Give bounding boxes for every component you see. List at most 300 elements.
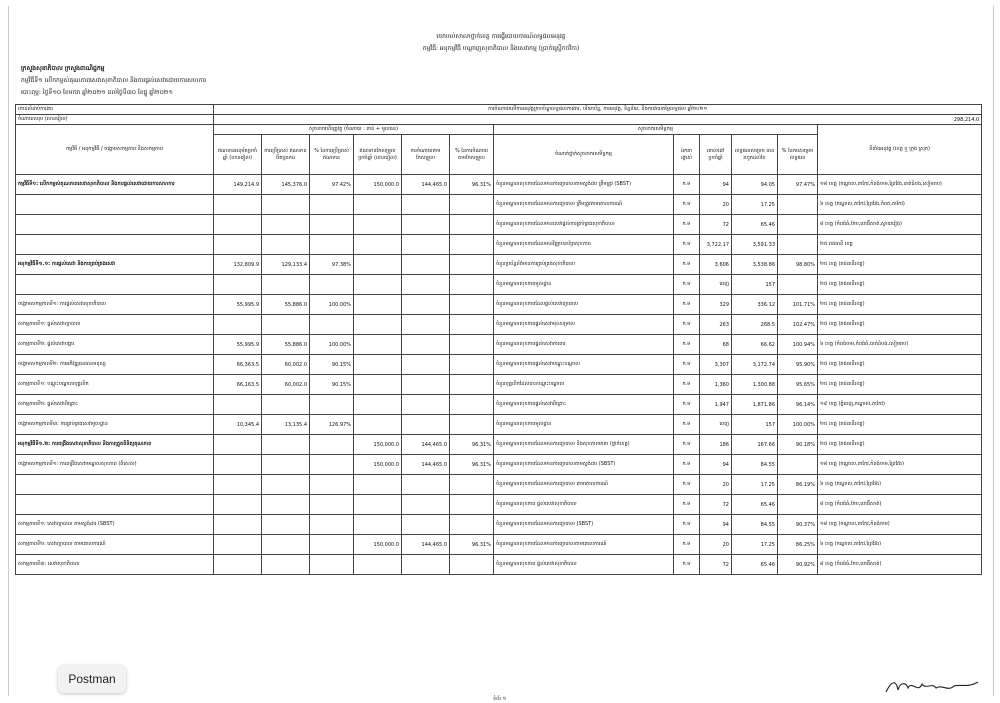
table-row <box>16 415 982 435</box>
unit-cell: ក.ម <box>674 515 700 535</box>
plan2-cell <box>354 495 402 515</box>
pct2-cell <box>450 215 494 235</box>
col-note: ទីតាំងអនុវត្ត (ខេត្ត ឬ ក្រុង ស្រុក) <box>818 125 982 175</box>
target-cell: ពេញ <box>700 415 732 435</box>
target-cell: 72 <box>700 215 732 235</box>
plan-cell: 55,995.9 <box>214 335 262 355</box>
postman-button[interactable]: Postman <box>58 665 126 693</box>
target-cell: 263 <box>700 315 732 335</box>
program-cell: សកម្មភាពទី២: ផ្ដល់សេវាបង្ការ <box>16 335 214 355</box>
pct-cell: 100.00% <box>310 335 354 355</box>
achieved-cell: 84.55 <box>732 515 778 535</box>
actual-cell <box>262 555 310 575</box>
document-title-line1: យោបល់សាលាថ្នាក់ខេត្ត ការធ្វើរបាយការណ៍លទ្ធផលអនុវត្ត <box>436 33 566 40</box>
actual2-cell: 144,465.0 <box>402 455 450 475</box>
achieved-cell: 1,871.86 <box>732 395 778 415</box>
achieved-cell: 1,300.88 <box>732 375 778 395</box>
note-cell: ២៥ ខេត្ត (រាជធានីខេត្ត) <box>818 315 982 335</box>
program-cell: សកម្មភាពទី១: ផ្ដល់សេវាព្យាបាល <box>16 315 214 335</box>
rate-cell: 97.47% <box>778 175 818 195</box>
col-pct2: % នៃការចំណាយ តាមកែសម្រួល <box>450 135 494 175</box>
note-cell: ២៥ រាជធានី ខេត្ត <box>818 235 982 255</box>
indicator-cell: ចំនួនមណ្ឌលសុខភាពផ្ដល់សេវាមុនសម្រាល <box>494 315 674 335</box>
plan-cell <box>214 315 262 335</box>
actual2-cell <box>402 475 450 495</box>
pct-cell <box>310 215 354 235</box>
plan-cell <box>214 195 262 215</box>
table-row <box>16 455 982 475</box>
indicator-cell: ចំនួនមណ្ឌលសុខភាពដែលផ្ដល់សេវាព្យាបាល <box>494 295 674 315</box>
plan-cell <box>214 215 262 235</box>
actual2-cell <box>402 295 450 315</box>
actual2-cell <box>402 495 450 515</box>
col-plan2: ឥណទានកែសម្រួល ប្រចាំឆ្នាំ (លានរៀល) <box>354 135 402 175</box>
actual-cell <box>262 535 310 555</box>
rate-cell <box>778 275 818 295</box>
table-row <box>16 235 982 255</box>
pct2-cell <box>450 355 494 375</box>
indicator-cell: ចំនួនមណ្ឌលសុខភាពដែលមានការព្យាបាលតាមស្ដង់ដារ ត្រឹមត្រូវ (SBST) <box>494 175 674 195</box>
pct2-cell <box>450 375 494 395</box>
achieved-cell: 157 <box>732 275 778 295</box>
actual2-cell <box>402 315 450 335</box>
unit-cell: ក.ម <box>674 415 700 435</box>
table-row <box>16 395 982 415</box>
actual2-cell <box>402 275 450 295</box>
rate-cell: 90.92% <box>778 555 818 575</box>
document-title-line2: កម្មវិធី: អនុកម្មវិធី បណ្ដាញសុខាភិបាល និងសេវាកម្ម (ប្រាក់ស្ព្រើកថវិកា) <box>422 45 580 52</box>
actual-cell <box>262 495 310 515</box>
indicator-cell: ចំនួនមណ្ឌលសុខភាព ផ្ដល់សេវាសុខាភិបាល <box>494 495 674 515</box>
ministry-name: ក្រសួងសុខាភិបាល ក្រសួងពាណិជ្ជកម្ម <box>21 65 105 72</box>
plan2-cell <box>354 555 402 575</box>
pct-cell <box>310 475 354 495</box>
table-row <box>16 335 982 355</box>
note-cell: ១៩ ខេត្ត (ភ្នំពេញ,កណ្ដាល,តាកែវ) <box>818 395 982 415</box>
note-cell: ៨ ខេត្ត (កំពង់ធំ,កែប,ពោធិ៍សាត់) <box>818 555 982 575</box>
note-cell: ២៥ ខេត្ត (រាជធានីខេត្ត) <box>818 435 982 455</box>
plan-cell <box>214 555 262 575</box>
pct2-cell <box>450 315 494 335</box>
pct2-cell <box>450 235 494 255</box>
pct-cell <box>310 275 354 295</box>
pct-cell <box>310 495 354 515</box>
col-plan: ឥណទានអនុម័តប្រចាំឆ្នាំ (លានរៀល) <box>214 135 262 175</box>
program-cell: ចង្កោមសកម្មភាពទី២: ការអភិវឌ្ឍធនធានមនុស្ស <box>16 355 214 375</box>
target-cell: 68 <box>700 335 732 355</box>
actual2-cell <box>402 515 450 535</box>
pct-cell <box>310 435 354 455</box>
indicator-cell: ចំនួនមណ្ឌលសុខភាពផ្ដល់សេវាការពារ <box>494 335 674 355</box>
achieved-cell: 268.5 <box>732 315 778 335</box>
pct2-cell <box>450 195 494 215</box>
col-indicator: ចំណាត់ថ្នាក់សូចនាករសមិទ្ធកម្ម <box>494 135 674 175</box>
program-cell: សកម្មភាពទី១: បណ្ដុះបណ្ដាលបុគ្គលិក <box>16 375 214 395</box>
actual2-cell <box>402 215 450 235</box>
target-cell: 3,606 <box>700 255 732 275</box>
rate-cell <box>778 215 818 235</box>
program-cell: អនុកម្មវិធីទី១.១: ការផ្ដល់សេវា និងការគ្រប់គ្រងសេវា <box>16 255 214 275</box>
plan-cell <box>214 515 262 535</box>
plan-cell <box>214 475 262 495</box>
achieved-cell: 17.25 <box>732 195 778 215</box>
target-cell: 94 <box>700 515 732 535</box>
actual-cell <box>262 235 310 255</box>
indicator-cell: ចំនួនមណ្ឌលសុខភាពដែលមានការព្យាបាលតាមគោលការណ៍ <box>494 535 674 555</box>
rate-cell: 90.37% <box>778 515 818 535</box>
table-row <box>16 535 982 555</box>
achieved-cell: 66.62 <box>732 335 778 355</box>
target-cell: 72 <box>700 555 732 575</box>
target-cell: 3,722.17 <box>700 235 732 255</box>
indicator-cell: ចំនួនមណ្ឌលសុខភាពដែលមានវិញ្ញាបនប័ត្រសុខភាព <box>494 235 674 255</box>
indicator-cell: ចំនួនមណ្ឌលសុខភាពមូលដ្ឋាន <box>494 415 674 435</box>
actual2-cell <box>402 355 450 375</box>
program-cell: ចង្កោមសកម្មភាពទី១: ការផ្ដល់សេវាសុខាភិបាល <box>16 295 214 315</box>
pct2-cell: 96.31% <box>450 175 494 195</box>
actual2-cell <box>402 235 450 255</box>
col-program: កម្មវិធី / អនុកម្មវិធី / ចង្កោមសកម្មភាព និងសកម្មភាព <box>16 125 214 175</box>
plan2-cell <box>354 355 402 375</box>
group-budget: សូចនាករហិរញ្ញវត្ថុ (ចំណាយ : ពាន់ + មូលធន) <box>214 125 494 135</box>
table-row <box>16 195 982 215</box>
unit-cell: ក.ម <box>674 475 700 495</box>
actual-cell: 145,376.0 <box>262 175 310 195</box>
top-row-text: ការចំណាយលើការអនុវត្តក្របខ័ណ្ឌលទ្ធផលការងារ, បរិយាប័ន្ន, ការអនុវត្ត, ទិន្នន័យ, និងការវាយតម្លៃលទ្ធផល ឆ្នាំ២០២១ <box>214 105 982 115</box>
plan-cell <box>214 435 262 455</box>
actual-cell <box>262 215 310 235</box>
actual2-cell: 144,465.0 <box>402 175 450 195</box>
pct2-cell <box>450 495 494 515</box>
program-cell: សកម្មភាពទី៣: សេវាសុខាភិបាល <box>16 555 214 575</box>
unit-cell: ក.ម <box>674 275 700 295</box>
unit-cell: ក.ម <box>674 315 700 335</box>
pct-cell <box>310 395 354 415</box>
target-cell: 186 <box>700 435 732 455</box>
table-row <box>16 475 982 495</box>
program-cell <box>16 275 214 295</box>
indicator-cell: ចំនួនមណ្ឌលសុខភាពដែលមានការព្យាបាល តាមគោលការណ៍ <box>494 475 674 495</box>
pct2-cell: 96.31% <box>450 435 494 455</box>
plan2-cell <box>354 475 402 495</box>
program-cell: កម្មវិធីទី១: លើកកម្ពស់គុណភាពសេវាសុខាភិបាល និងការផ្ដល់សេវាដោយការសហការ <box>16 175 214 195</box>
note-cell: ១៨ ខេត្ត (កណ្ដាល,តាកែវ,កំពង់ចាម,ព្រៃវែង,បាត់ដំបង,សៀមរាប) <box>818 175 982 195</box>
achieved-cell: 336.12 <box>732 295 778 315</box>
plan-cell: 149,214.9 <box>214 175 262 195</box>
actual-cell: 60,002.0 <box>262 375 310 395</box>
pct2-cell <box>450 255 494 275</box>
plan2-cell <box>354 235 402 255</box>
total-label: ចំណាយសរុប (លានរៀល) <box>16 115 214 125</box>
plan-cell: 132,809.9 <box>214 255 262 275</box>
plan2-cell: 150,000.0 <box>354 535 402 555</box>
unit-cell: ក.ម <box>674 355 700 375</box>
table-row <box>16 435 982 455</box>
pct-cell <box>310 515 354 535</box>
unit-cell: ក.ម <box>674 235 700 255</box>
pct-cell <box>310 455 354 475</box>
rate-cell <box>778 495 818 515</box>
header-row-total <box>16 115 982 125</box>
pct-cell: 97.38% <box>310 255 354 275</box>
achieved-cell: 3,538.86 <box>732 255 778 275</box>
col-unit: ឯកតា រង្វាស់ <box>674 135 700 175</box>
rate-cell <box>778 235 818 255</box>
page-number: ទំព័រ ១ <box>493 696 507 702</box>
note-cell: ២៥ ខេត្ត (រាជធានីខេត្ត) <box>818 275 982 295</box>
pct-cell <box>310 555 354 575</box>
actual2-cell <box>402 415 450 435</box>
pct-cell <box>310 235 354 255</box>
actual-cell <box>262 315 310 335</box>
plan-cell <box>214 275 262 295</box>
note-cell: ២៥ ខេត្ត (រាជធានីខេត្ត) <box>818 415 982 435</box>
note-cell: ២៥ ខេត្ត (រាជធានីខេត្ត) <box>818 255 982 275</box>
unit-cell: ក.ម <box>674 255 700 275</box>
program-cell <box>16 195 214 215</box>
note-cell: ៨ ខេត្ត (កំពង់ធំ,កែប,ពោធិ៍សាត់,ស្វាយរៀង) <box>818 215 982 235</box>
indicator-cell: ចំនួនបុគ្គលិកដែលបានបណ្ដុះបណ្ដាល <box>494 375 674 395</box>
program-cell <box>16 495 214 515</box>
table-row <box>16 515 982 535</box>
rate-cell: 98.80% <box>778 255 818 275</box>
plan-cell <box>214 495 262 515</box>
rate-cell: 86.25% <box>778 535 818 555</box>
table-row <box>16 375 982 395</box>
rate-cell: 96.14% <box>778 395 818 415</box>
actual-cell <box>262 195 310 215</box>
achieved-cell: 3,172.74 <box>732 355 778 375</box>
col-rate: % នៃការសម្រេច លទ្ធផល <box>778 135 818 175</box>
unit-cell: ក.ម <box>674 295 700 315</box>
target-cell: 20 <box>700 195 732 215</box>
table-row <box>16 275 982 295</box>
header-row-groups <box>16 125 982 135</box>
plan2-cell <box>354 315 402 335</box>
actual-cell: 55,886.0 <box>262 295 310 315</box>
col-actual: ការប្រើប្រាស់ ឥណទានពិតប្រាកដ <box>262 135 310 175</box>
indicator-cell: ចំនួនមណ្ឌលសុខភាព ផ្ដល់សេវាសុខាភិបាល <box>494 555 674 575</box>
actual2-cell <box>402 255 450 275</box>
plan2-cell <box>354 295 402 315</box>
actual2-cell <box>402 395 450 415</box>
target-cell: 20 <box>700 475 732 495</box>
target-cell: 94 <box>700 455 732 475</box>
target-cell: 72 <box>700 495 732 515</box>
plan2-cell <box>354 375 402 395</box>
actual2-cell <box>402 375 450 395</box>
table-row <box>16 355 982 375</box>
achieved-cell: 17.25 <box>732 535 778 555</box>
unit-cell: ក.ម <box>674 535 700 555</box>
indicator-cell: ចំនួនមណ្ឌលសុខភាពផ្ដល់សេវាពិគ្រោះ <box>494 395 674 415</box>
actual-cell <box>262 275 310 295</box>
plan-cell: 66,363.5 <box>214 355 262 375</box>
pct2-cell <box>450 395 494 415</box>
unit-cell: ក.ម <box>674 335 700 355</box>
indicator-cell: ចំនួនមណ្ឌលសុខភាពដែលមានការព្យាបាល (SBST) <box>494 515 674 535</box>
unit-cell: ក.ម <box>674 555 700 575</box>
top-row-label: កោដលំដាប់ការងារ <box>16 105 214 115</box>
indicator-cell: ចំនួនមណ្ឌលសុខភាពផ្ដល់សេវាបណ្ដុះបណ្ដាល <box>494 355 674 375</box>
actual2-cell: 144,465.0 <box>402 435 450 455</box>
pct-cell: 97.42% <box>310 175 354 195</box>
program-cell <box>16 215 214 235</box>
plan2-cell <box>354 215 402 235</box>
rate-cell: 101.71% <box>778 295 818 315</box>
program-cell <box>16 475 214 495</box>
note-cell: ៦ ខេត្ត (កណ្ដាល,តាកែវ,ព្រៃវែង,កំពត,តាកែវ) <box>818 195 982 215</box>
plan-cell: 55,995.9 <box>214 295 262 315</box>
pct2-cell: 96.31% <box>450 455 494 475</box>
indicator-cell: ចំនួនមណ្ឌលសុខភាពដែលមានការព្យាបាលតាមស្ដង់ដារ (SBST) <box>494 455 674 475</box>
rate-cell: 95.65% <box>778 375 818 395</box>
plan2-cell: 150,000.0 <box>354 455 402 475</box>
document-page <box>8 6 994 702</box>
pct-cell: 90.15% <box>310 375 354 395</box>
rate-cell: 90.18% <box>778 435 818 455</box>
plan2-cell <box>354 415 402 435</box>
indicator-cell: ចំនួនមណ្ឌលសុខភាពដែលមានការព្យាបាល ត្រឹមត្រូវតាមគោលការណ៍ <box>494 195 674 215</box>
achieved-cell: 84.55 <box>732 455 778 475</box>
target-cell: 94 <box>700 175 732 195</box>
table-row <box>16 255 982 275</box>
unit-cell: ក.ម <box>674 455 700 475</box>
pct-cell: 126.97% <box>310 415 354 435</box>
note-cell: ១៨ ខេត្ត (កណ្ដាល,តាកែវ,កំពង់ចាម,ព្រៃវែង) <box>818 455 982 475</box>
pct2-cell <box>450 335 494 355</box>
note-cell: ៨ ខេត្ត (កំពង់ធំ,កែប,ពោធិ៍សាត់) <box>818 495 982 515</box>
rate-cell: 102.47% <box>778 315 818 335</box>
actual-cell: 60,002.0 <box>262 355 310 375</box>
program-cell: ចង្កោមសកម្មភាពទី៣: ការគ្រប់គ្រងសេវាមូលដ្ឋាន <box>16 415 214 435</box>
plan2-cell: 150,000.0 <box>354 435 402 455</box>
unit-cell: ក.ម <box>674 395 700 415</box>
report-period: បោះពុម្ព: ថ្ងៃទី១០ ខែមករា ឆ្នាំ២០២១ ដល់ថ្ងៃទី៣០ ខែធ្នូ ឆ្នាំ២០២១ <box>21 89 173 96</box>
rate-cell: 100.00% <box>778 415 818 435</box>
target-cell: 1,947 <box>700 395 732 415</box>
rate-cell <box>778 455 818 475</box>
program-cell: សកម្មភាពទី២: សេវាព្យាបាល តាមគោលការណ៍ <box>16 535 214 555</box>
col-achieved: លទ្ធផលសម្រេច បានរហូតដល់ខែ <box>732 135 778 175</box>
actual-cell: 55,886.0 <box>262 335 310 355</box>
note-cell: ២៥ ខេត្ត (រាជធានីខេត្ត) <box>818 355 982 375</box>
unit-cell: ក.ម <box>674 175 700 195</box>
note-cell: ១៨ ខេត្ត (កណ្ដាល,តាកែវ,កំពង់ចាម) <box>818 515 982 535</box>
actual-cell <box>262 475 310 495</box>
program-cell: អនុកម្មវិធីទី១.២: ការពង្រឹងសេវាសុខាភិបាល និងការត្រួតពិនិត្យគុណភាព <box>16 435 214 455</box>
target-cell: 20 <box>700 535 732 555</box>
rate-cell: 95.90% <box>778 355 818 375</box>
plan-cell <box>214 455 262 475</box>
note-cell: ៦ ខេត្ត (កណ្ដាល,តាកែវ,ព្រៃវែង) <box>818 535 982 555</box>
table-row <box>16 295 982 315</box>
actual-cell: 13,135.4 <box>262 415 310 435</box>
pct2-cell: 96.31% <box>450 535 494 555</box>
performance-table <box>15 104 982 575</box>
achieved-cell: 65.46 <box>732 555 778 575</box>
actual-cell <box>262 515 310 535</box>
unit-cell: ក.ម <box>674 495 700 515</box>
pct2-cell <box>450 515 494 535</box>
pct-cell: 90.15% <box>310 355 354 375</box>
signature-mark <box>882 676 982 698</box>
col-pct: % នៃការប្រើប្រាស់ ឥណទាន <box>310 135 354 175</box>
achieved-cell: 94.05 <box>732 175 778 195</box>
program-cell: សកម្មភាពទី១: សេវាព្យាបាល តាមស្ដង់ដារ (SBST) <box>16 515 214 535</box>
target-cell: ពេញ <box>700 275 732 295</box>
col-target: គោលដៅ ប្រចាំឆ្នាំ <box>700 135 732 175</box>
indicator-cell: ចំនួនប្រព័ន្ធព័ត៌មានការគ្រប់គ្រងសុខាភិបាល <box>494 255 674 275</box>
table-row <box>16 555 982 575</box>
note-cell: ៦ ខេត្ត (កំពង់ចាម,កំពង់ធំ,បាត់ដំបង,សៀមរាប) <box>818 335 982 355</box>
plan2-cell <box>354 335 402 355</box>
actual2-cell <box>402 555 450 575</box>
pct-cell <box>310 195 354 215</box>
note-cell: ៦ ខេត្ត (កណ្ដាល,តាកែវ,ព្រៃវែង) <box>818 475 982 495</box>
table-row <box>16 495 982 515</box>
plan-cell <box>214 235 262 255</box>
rate-cell: 86.19% <box>778 475 818 495</box>
program-cell <box>16 235 214 255</box>
table-row <box>16 175 982 195</box>
plan-cell: 66,163.5 <box>214 375 262 395</box>
plan2-cell <box>354 255 402 275</box>
rate-cell <box>778 195 818 215</box>
program-cell: សកម្មភាពទី២: ផ្ដល់សេវាពិគ្រោះ <box>16 395 214 415</box>
indicator-cell: ចំនួនមណ្ឌលសុខភាពមូលដ្ឋាន <box>494 275 674 295</box>
unit-cell: ក.ម <box>674 195 700 215</box>
pct2-cell <box>450 475 494 495</box>
plan2-cell <box>354 195 402 215</box>
plan-cell <box>214 535 262 555</box>
pct-cell <box>310 535 354 555</box>
achieved-cell: 167.66 <box>732 435 778 455</box>
indicator-cell: ចំនួនមណ្ឌលសុខភាពដែលមានការព្យាបាល និងសុខភាពមាតា (ថ្នាក់ខេត្ត) <box>494 435 674 455</box>
target-cell: 1,360 <box>700 375 732 395</box>
actual2-cell <box>402 195 450 215</box>
pct2-cell <box>450 295 494 315</box>
note-cell: ២៥ ខេត្ត (រាជធានីខេត្ត) <box>818 295 982 315</box>
pct-cell: 100.00% <box>310 295 354 315</box>
pct2-cell <box>450 415 494 435</box>
program-cell: ចង្កោមសកម្មភាពទី១: ការពង្រឹងសេវាមណ្ឌលសុខភាព (ពិសេស) <box>16 455 214 475</box>
actual-cell <box>262 435 310 455</box>
achieved-cell: 65.46 <box>732 495 778 515</box>
rate-cell: 100.94% <box>778 335 818 355</box>
table-row <box>16 315 982 335</box>
actual2-cell <box>402 335 450 355</box>
header-row-top <box>16 105 982 115</box>
total-value: 298,214.0 <box>214 115 982 125</box>
plan2-cell: 150,000.0 <box>354 175 402 195</box>
note-cell: ២៥ ខេត្ត (រាជធានីខេត្ត) <box>818 375 982 395</box>
program-name: កម្មវិធីទី១ លើកកម្ពស់គុណភាពសេវាសុខាភិបាល និងការផ្ដល់សេវាដោយការសហការ <box>21 77 207 84</box>
plan2-cell <box>354 515 402 535</box>
unit-cell: ក.ម <box>674 435 700 455</box>
unit-cell: ក.ម <box>674 215 700 235</box>
unit-cell: ក.ម <box>674 375 700 395</box>
achieved-cell: 157 <box>732 415 778 435</box>
pct-cell <box>310 315 354 335</box>
target-cell: 329 <box>700 295 732 315</box>
plan2-cell <box>354 275 402 295</box>
plan2-cell <box>354 395 402 415</box>
actual2-cell: 144,465.0 <box>402 535 450 555</box>
actual-cell: 129,133.4 <box>262 255 310 275</box>
pct2-cell <box>450 555 494 575</box>
table-row <box>16 215 982 235</box>
